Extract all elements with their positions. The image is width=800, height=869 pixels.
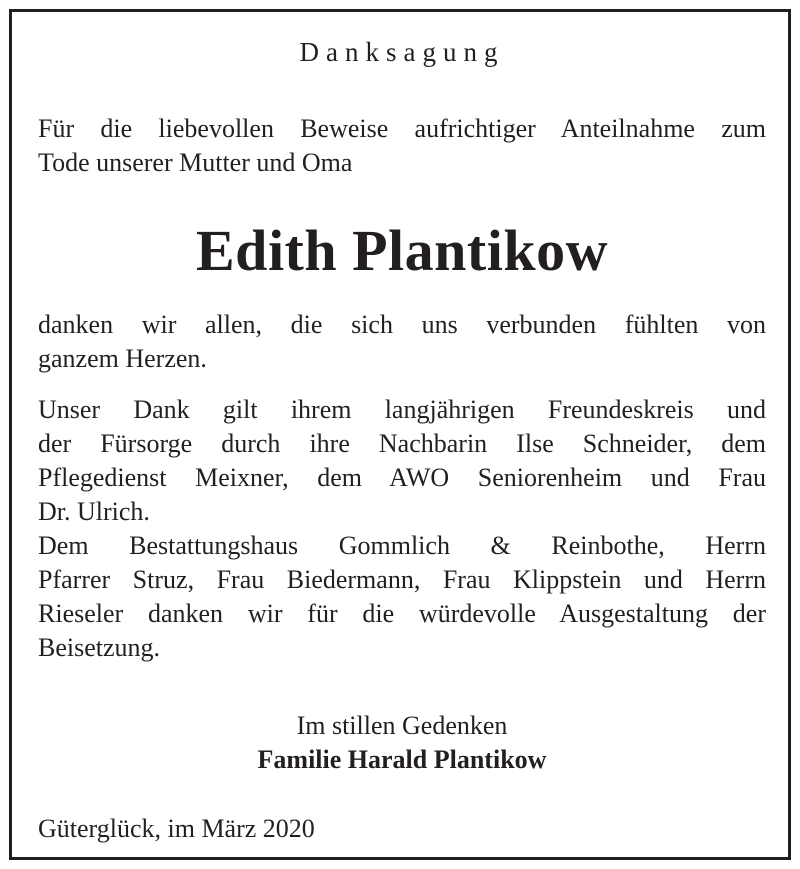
family-signature: Familie Harald Plantikow xyxy=(257,745,547,774)
thanks-paragraph-3 xyxy=(38,529,766,665)
paragraph-line: Dr. Ulrich. xyxy=(38,497,150,526)
intro-text xyxy=(38,112,766,180)
paragraph-line: ganzem Herzen. xyxy=(38,344,207,373)
thanks-paragraph-1 xyxy=(38,308,766,376)
paragraph-line: Pfarrer Struz, Frau Biedermann, Frau Klippstein und Herrn xyxy=(38,565,766,594)
intro-line: Tode unserer Mutter und Oma xyxy=(38,148,353,177)
paragraph-line: Pflegedienst Meixner, dem AWO Seniorenheim und Frau xyxy=(38,463,766,492)
paragraph-line: der Fürsorge durch ihre Nachbarin Ilse Schneider, dem xyxy=(38,429,766,458)
place-date: Güterglück, im März 2020 xyxy=(38,814,315,843)
paragraph-line: Unser Dank gilt ihrem langjährigen Freundeskreis und xyxy=(38,395,766,424)
thanks-paragraph-2 xyxy=(38,393,766,529)
notice-frame xyxy=(9,9,791,860)
notice-heading: Danksagung xyxy=(299,37,505,67)
paragraph-line: Beisetzung. xyxy=(38,633,161,662)
paragraph-line: Rieseler danken wir für die würdevolle Ausgestaltung der xyxy=(38,599,766,628)
paragraph-line: danken wir allen, die sich uns verbunden fühlten von xyxy=(38,310,766,339)
paragraph-line: Dem Bestattungshaus Gommlich & Reinbothe, Herrn xyxy=(38,531,766,560)
closing-phrase: Im stillen Gedenken xyxy=(296,711,508,740)
intro-line: Für die liebevollen Beweise aufrichtiger Anteilnahme zum xyxy=(38,114,766,143)
deceased-name: Edith Plantikow xyxy=(196,218,608,283)
